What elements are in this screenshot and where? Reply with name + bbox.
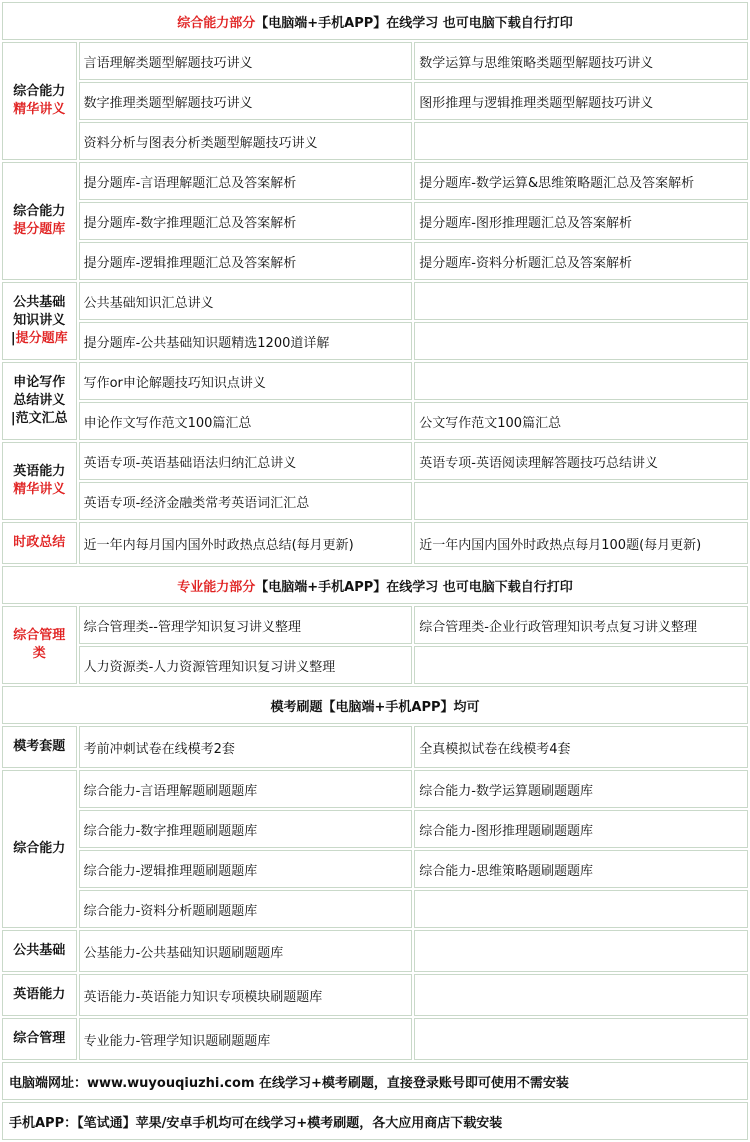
section-header-mock — [2, 686, 748, 724]
resource-link[interactable]: 数字推理类题型解题技巧讲义 — [79, 82, 413, 120]
resource-link[interactable]: 综合能力-图形推理题刷题题库 — [414, 810, 748, 848]
empty-cell — [414, 930, 748, 972]
resource-link[interactable]: 英语能力-英语能力知识专项模块刷题题库 — [79, 974, 413, 1016]
empty-cell — [414, 282, 748, 320]
group-label-management: 综合管理 类 — [2, 606, 77, 684]
resource-link[interactable]: 提分题库-图形推理题汇总及答案解析 — [414, 202, 748, 240]
empty-cell — [414, 362, 748, 400]
resource-link[interactable]: 写作or申论解题技巧知识点讲义 — [79, 362, 413, 400]
resource-link[interactable]: 考前冲刺试卷在线模考2套 — [79, 726, 413, 768]
resource-link[interactable]: 综合管理类-企业行政管理知识考点复习讲义整理 — [414, 606, 748, 644]
resource-link[interactable]: 综合管理类--管理学知识复习讲义整理 — [79, 606, 413, 644]
section-header-general — [2, 2, 748, 40]
resource-link[interactable]: 图形推理与逻辑推理类题型解题技巧讲义 — [414, 82, 748, 120]
group-label-mock-exam: 模考套题 — [2, 726, 77, 768]
empty-cell — [414, 122, 748, 160]
resource-link[interactable]: 专业能力-管理学知识题刷题题库 — [79, 1018, 413, 1060]
resource-link[interactable]: 公基能力-公共基础知识题刷题题库 — [79, 930, 413, 972]
resource-link[interactable]: 资料分析与图表分析类题型解题技巧讲义 — [79, 122, 413, 160]
website-link[interactable]: www.wuyouqiuzhi.com — [87, 1075, 255, 1091]
resource-link[interactable]: 提分题库-资料分析题汇总及答案解析 — [414, 242, 748, 280]
empty-cell — [414, 974, 748, 1016]
resource-link[interactable]: 提分题库-数字推理题汇总及答案解析 — [79, 202, 413, 240]
group-label-essential-notes: 综合能力 精华讲义 — [2, 42, 77, 160]
resource-link[interactable]: 提分题库-逻辑推理题汇总及答案解析 — [79, 242, 413, 280]
resource-link[interactable]: 英语专项-经济金融类常考英语词汇汇总 — [79, 482, 413, 520]
group-label-public-practice: 公共基础 — [2, 930, 77, 972]
general-header: 综合能力部分【电脑端+手机APP】在线学习 也可电脑下载自行打印 — [2, 2, 748, 40]
mobile-app-row: 手机APP：【笔试通】苹果/安卓手机均可在线学习+模考刷题，各大应用商店下载安装 — [2, 1102, 748, 1140]
group-label-english: 英语能力 精华讲义 — [2, 442, 77, 520]
empty-cell — [414, 890, 748, 928]
resource-link[interactable]: 公文写作范文100篇汇总 — [414, 402, 748, 440]
resource-link[interactable]: 综合能力-数学运算题刷题题库 — [414, 770, 748, 808]
empty-cell — [414, 482, 748, 520]
group-label-general-practice: 综合能力 — [2, 770, 77, 928]
resource-link[interactable]: 提分题库-公共基础知识题精选1200道详解 — [79, 322, 413, 360]
resource-link[interactable]: 综合能力-思维策略题刷题题库 — [414, 850, 748, 888]
empty-cell — [414, 322, 748, 360]
resource-link[interactable]: 人力资源类-人力资源管理知识复习讲义整理 — [79, 646, 413, 684]
group-label-public-basics: 公共基础 知识讲义 |提分题库 — [2, 282, 77, 360]
mock-header: 模考刷题【电脑端+手机APP】均可 — [2, 686, 748, 724]
resource-link[interactable]: 近一年内国内国外时政热点每月100题(每月更新) — [414, 522, 748, 564]
resource-link[interactable]: 全真模拟试卷在线模考4套 — [414, 726, 748, 768]
resource-link[interactable]: 综合能力-逻辑推理题刷题题库 — [79, 850, 413, 888]
resource-link[interactable]: 言语理解类题型解题技巧讲义 — [79, 42, 413, 80]
pro-header: 专业能力部分【电脑端+手机APP】在线学习 也可电脑下载自行打印 — [2, 566, 748, 604]
resource-link[interactable]: 数学运算与思维策略类题型解题技巧讲义 — [414, 42, 748, 80]
resource-link[interactable]: 综合能力-资料分析题刷题题库 — [79, 890, 413, 928]
group-label-english-practice: 英语能力 — [2, 974, 77, 1016]
group-label-current-affairs: 时政总结 — [2, 522, 77, 564]
resource-link[interactable]: 英语专项-英语基础语法归纳汇总讲义 — [79, 442, 413, 480]
empty-cell — [414, 646, 748, 684]
resource-link[interactable]: 英语专项-英语阅读理解答题技巧总结讲义 — [414, 442, 748, 480]
resource-link[interactable]: 综合能力-数字推理题刷题题库 — [79, 810, 413, 848]
group-label-essay: 申论写作 总结讲义 |范文汇总 — [2, 362, 77, 440]
resource-link[interactable]: 综合能力-言语理解题刷题题库 — [79, 770, 413, 808]
group-label-management-practice: 综合管理 — [2, 1018, 77, 1060]
group-label-score-bank: 综合能力 提分题库 — [2, 162, 77, 280]
resource-link[interactable]: 近一年内每月国内国外时政热点总结(每月更新) — [79, 522, 413, 564]
empty-cell — [414, 1018, 748, 1060]
web-address-row: 电脑端网址：www.wuyouqiuzhi.com 在线学习+模考刷题，直接登录账号即可使用不需安装 — [2, 1062, 748, 1100]
resource-link[interactable]: 公共基础知识汇总讲义 — [79, 282, 413, 320]
resource-link[interactable]: 申论作文写作范文100篇汇总 — [79, 402, 413, 440]
section-header-pro — [2, 566, 748, 604]
resource-link[interactable]: 提分题库-言语理解题汇总及答案解析 — [79, 162, 413, 200]
resource-link[interactable]: 提分题库-数学运算&思维策略题汇总及答案解析 — [414, 162, 748, 200]
